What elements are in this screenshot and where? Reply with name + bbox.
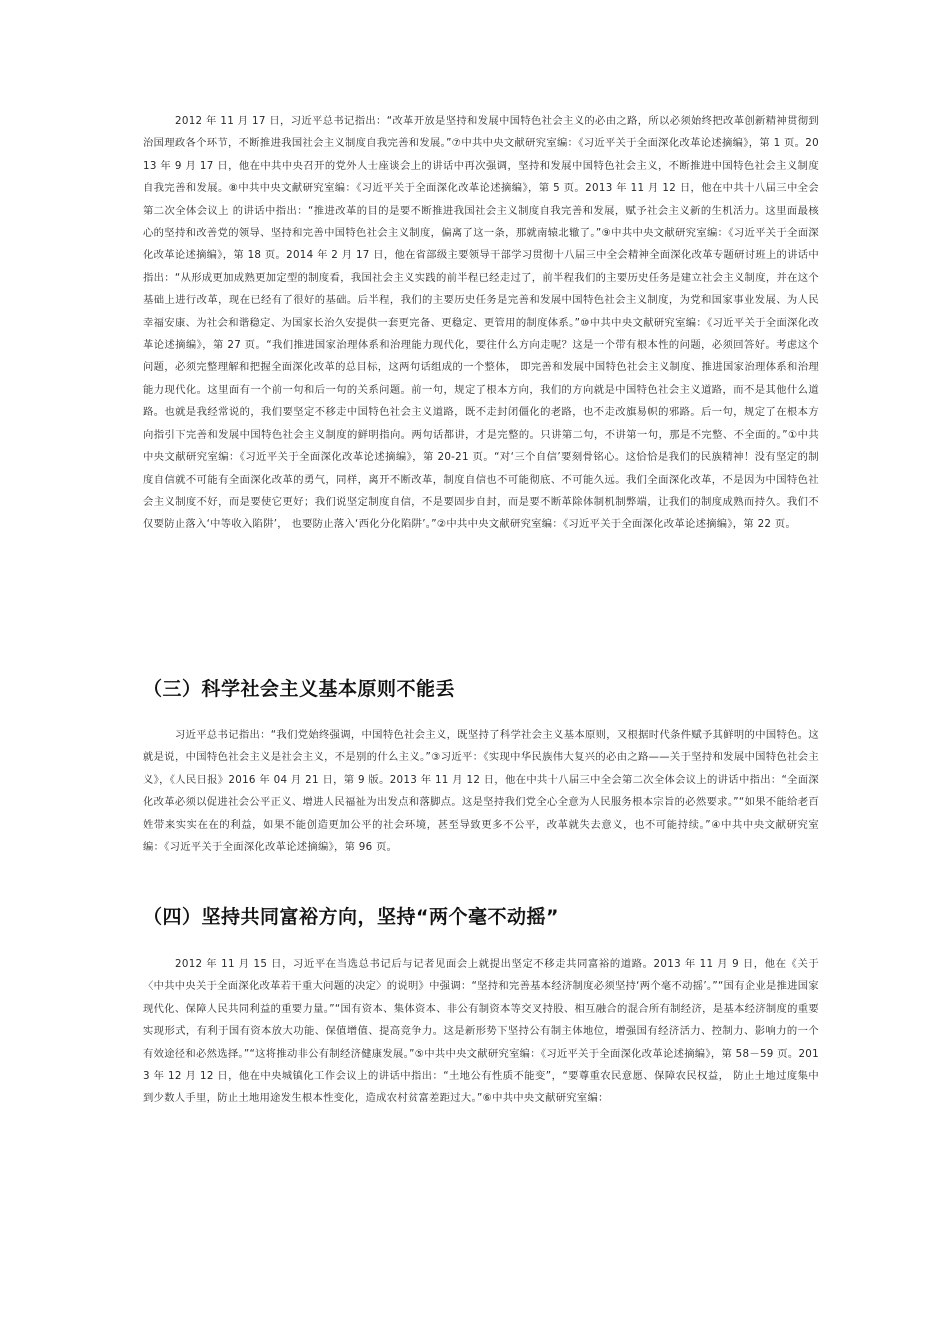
paragraph-common-prosperity: 2012 年 11 月 15 日，习近平在当选总书记后与记者见面会上就提出坚定不移走共同富裕的道路。2013 年 11 月 9 日，他在《关于〈中共中央关于全面深化改革若干重大问题的决定〉的说明》中强调：“坚持和完善基本经济制度必须坚持‘两个毫不动摇’。”“国有企业是推进国家现代化、保障人民共同利益的重要力量。”“国有资本、集体资本、非公有制资本等交叉持股、相互融合的混合所有制经济，是基本经济制度的重要实现形式，有利于国有资本放大功能、保值增值、提高竞争力。这是新形势下坚持公有制主体地位，增强国有经济活力、控制力、影响力的一个有效途径和必然选择。”“这将推动非公有制经济健康发展。”⑤中共中央文献研究室编：《习近平关于全面深化改革论述摘编》，第 58－59 页。2013 年 12 月 12 日，他在中央城镇化工作会议上的讲话中指出：“土地公有性质不能变”，“要尊重农民意愿、保障农民权益， 防止土地过度集中到少数人手里，防止土地用途发生根本性变化，造成农村贫富差距过大。”⑥中共中央文献研究室编： bbox=[143, 958, 819, 1105]
paragraph-reform-institutions: 2012 年 11 月 17 日，习近平总书记指出：“改革开放是坚持和发展中国特色社会主义的必由之路，所以必须始终把改革创新精神贯彻到治国理政各个环节，不断推进我国社会主义制度自我完善和发展。”⑦中共中央文献研究室编：《习近平关于全面深化改革论述摘编》，第 1 页。2013 年 9 月 17 日，他在中共中央召开的党外人士座谈会上的讲话中再次强调，坚持和发展中国特色社会主义，不断推进中国特色社会主义制度自我完善和发展。⑧中共中央文献研究室编：《习近平关于全面深化改革论述摘编》，第 5 页。2013 年 11 月 12 日，他在中共十八届三中全会第二次全体会议上 的讲话中指出：“推进改革的目的是要不断推进我国社会主义制度自我完善和发展，赋予社会主义新的生机活力。这里面最核心的坚持和改善党的领导、坚持和完善中国特色社会主义制度，偏离了这一条，那就南辕北辙了。”⑨中共中央文献研究室编：《习近平关于全面深化改革论述摘编》，第 18 页。2014 年 2 月 17 日，他在省部级主要领导干部学习贯彻十八届三中全会精神全面深化改革专题研讨班上的讲话中指出：“从形成更加成熟更加定型的制度看，我国社会主义实践的前半程已经走过了，前半程我们的主要历史任务是建立社会主义制度，并在这个基础上进行改革，现在已经有了很好的基础。后半程，我们的主要历史任务是完善和发展中国特色社会主义制度，为党和国家事业发展、为人民幸福安康、为社会和谐稳定、为国家长治久安提供一套更完备、更稳定、更管用的制度体系。”⑩中共中央文献研究室编：《习近平关于全面深化改革论述摘编》，第 27 页。“我们推进国家治理体系和治理能力现代化，要往什么方向走呢？这是一个带有根本性的问题，必须回答好。考虑这个问题，必须完整理解和把握全面深化改革的总目标，这两句话组成的一个整体， 即完善和发展中国特色社会主义制度、推进国家治理体系和治理能力现代化。这里面有一个前一句和后一句的关系问题。前一句，规定了根本方向，我们的方向就是中国特色社会主义道路，而不是其他什么道路。也就是我经常说的，我们要坚定不移走中国特色社会主义道路，既不走封闭僵化的老路，也不走改旗易帜的邪路。后一句，规定了在根本方向指引下完善和发展中国特色社会主义制度的鲜明指向。两句话都讲，才是完整的。只讲第二句，不讲第一句，那是不完整、不全面的。”①中共中央文献研究室编：《习近平关于全面深化改革论述摘编》，第 20-21 页。“对‘三个自信’要刻骨铭心。这恰恰是我们的民族精神！没有坚定的制度自信就不可能有全面深化改革的勇气，同样，离开不断改革，制度自信也不可能彻底、不可能久远。我们全面深化改革，不是因为中国特色社会主义制度不好，而是要使它更好；我们说坚定制度自信，不是要固步自封，而是要不断革除体制机制弊端，让我们的制度成熟而持久。我们不仅要防止落入‘中等收入陷阱’， 也要防止落入‘西化分化陷阱’。”②中共中央文献研究室编：《习近平关于全面深化改革论述摘编》，第 22 页。 bbox=[143, 115, 819, 531]
section-heading-3: （三）科学社会主义基本原则不能丢 bbox=[143, 678, 456, 700]
section-heading-4: （四）坚持共同富裕方向，坚持“两个毫不动摇” bbox=[143, 906, 559, 928]
paragraph-socialist-principles: 习近平总书记指出：“我们党始终强调，中国特色社会主义，既坚持了科学社会主义基本原则，又根据时代条件赋予其鲜明的中国特色。这就是说，中国特色社会主义是社会主义，不是别的什么主义。”③习近平：《实现中华民族伟大复兴的必由之路——关于坚持和发展中国特色社会主义》，《人民日报》2016 年 04 月 21 日，第 9 版。2013 年 11 月 12 日，他在中共十八届三中全会第二次全体会议上的讲话中指出：“全面深化改革必须以促进社会公平正义、增进人民福祉为出发点和落脚点。这是坚持我们党全心全意为人民服务根本宗旨的必然要求。”“如果不能给老百姓带来实实在在的利益，如果不能创造更加公平的社会环境，甚至导致更多不公平，改革就失去意义，也不可能持续。”④中共中央文献研究室编：《习近平关于全面深化改革论述摘编》，第 96 页。 bbox=[143, 729, 819, 854]
